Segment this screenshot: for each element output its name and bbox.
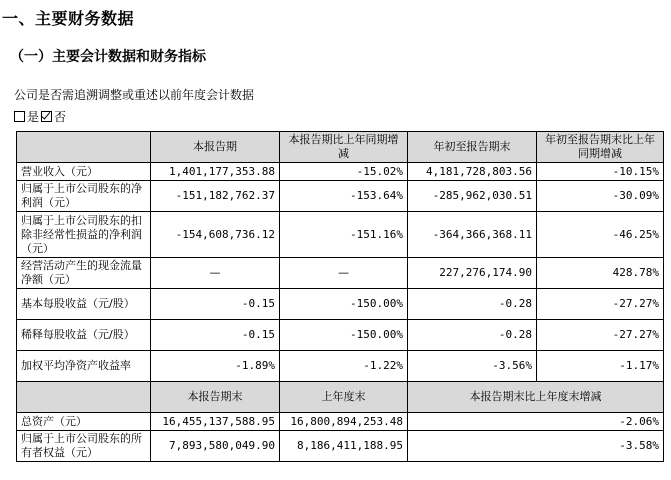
- row-label: 归属于上市公司股东的所有者权益（元）: [17, 431, 151, 462]
- table-row: [17, 320, 664, 351]
- option-no-label: 否: [54, 110, 67, 124]
- value-cell: 16,455,137,588.95: [151, 413, 280, 431]
- row-label: 归属于上市公司股东的净利润（元）: [17, 181, 151, 212]
- option-yes-label: 是: [27, 110, 40, 124]
- value-cell: -3.56%: [408, 351, 537, 382]
- table-row: [17, 289, 664, 320]
- value-cell: -150.00%: [280, 320, 408, 351]
- row-label: 归属于上市公司股东的扣除非经常性损益的净利润（元）: [17, 212, 151, 258]
- value-cell: -151.16%: [280, 212, 408, 258]
- header-cell: 本报告期比上年同期增减: [280, 132, 408, 163]
- value-cell: 428.78%: [537, 258, 664, 289]
- header-cell: [17, 382, 151, 413]
- value-cell: -0.28: [408, 320, 537, 351]
- table-row: [17, 351, 664, 382]
- header-cell: 本报告期末: [151, 382, 280, 413]
- value-cell: -27.27%: [537, 320, 664, 351]
- value-cell: 8,186,411,188.95: [280, 431, 408, 462]
- value-cell: 227,276,174.90: [408, 258, 537, 289]
- value-cell: 1,401,177,353.88: [151, 163, 280, 181]
- value-cell: -30.09%: [537, 181, 664, 212]
- value-cell: 7,893,580,049.90: [151, 431, 280, 462]
- table-row: [17, 181, 664, 212]
- checkbox-no[interactable]: [41, 111, 52, 122]
- table-header-row: [17, 132, 664, 163]
- header-cell: 本报告期: [151, 132, 280, 163]
- value-cell: -153.64%: [280, 181, 408, 212]
- row-label: 基本每股收益（元/股）: [17, 289, 151, 320]
- value-cell: -150.00%: [280, 289, 408, 320]
- value-cell: -2.06%: [408, 413, 664, 431]
- header-cell: 上年度末: [280, 382, 408, 413]
- row-label: 加权平均净资产收益率: [17, 351, 151, 382]
- table-row: [17, 258, 664, 289]
- restatement-options: [14, 108, 68, 125]
- value-cell: -1.89%: [151, 351, 280, 382]
- row-label: 稀释每股收益（元/股）: [17, 320, 151, 351]
- value-cell: 16,800,894,253.48: [280, 413, 408, 431]
- table-row: [17, 163, 664, 181]
- row-label: 营业收入（元）: [17, 163, 151, 181]
- header-cell: 年初至报告期末比上年同期增减: [537, 132, 664, 163]
- value-cell: -1.22%: [280, 351, 408, 382]
- value-cell: -1.17%: [537, 351, 664, 382]
- value-cell: -0.15: [151, 320, 280, 351]
- value-cell: -0.15: [151, 289, 280, 320]
- value-cell: -46.25%: [537, 212, 664, 258]
- subsection-title: （一）主要会计数据和财务指标: [10, 49, 206, 65]
- value-cell: -15.02%: [280, 163, 408, 181]
- value-cell: -364,366,368.11: [408, 212, 537, 258]
- value-cell: -3.58%: [408, 431, 664, 462]
- section-title: 一、主要财务数据: [2, 9, 135, 28]
- value-cell: —: [280, 258, 408, 289]
- value-cell: -10.15%: [537, 163, 664, 181]
- value-cell: -285,962,030.51: [408, 181, 537, 212]
- row-label: 经营活动产生的现金流量净额（元）: [17, 258, 151, 289]
- header-cell: 本报告期末比上年度末增减: [408, 382, 664, 413]
- row-label: 总资产（元）: [17, 413, 151, 431]
- restatement-question: 公司是否需追溯调整或重述以前年度会计数据: [14, 88, 255, 102]
- value-cell: —: [151, 258, 280, 289]
- table-header-row: [17, 382, 664, 413]
- table-row: [17, 431, 664, 462]
- table-row: [17, 413, 664, 431]
- value-cell: 4,181,728,803.56: [408, 163, 537, 181]
- value-cell: -0.28: [408, 289, 537, 320]
- value-cell: -151,182,762.37: [151, 181, 280, 212]
- financial-data-table: [16, 131, 664, 462]
- value-cell: -27.27%: [537, 289, 664, 320]
- table-row: [17, 212, 664, 258]
- value-cell: -154,608,736.12: [151, 212, 280, 258]
- header-cell: 年初至报告期末: [408, 132, 537, 163]
- checkbox-yes[interactable]: [14, 111, 25, 122]
- header-cell: [17, 132, 151, 163]
